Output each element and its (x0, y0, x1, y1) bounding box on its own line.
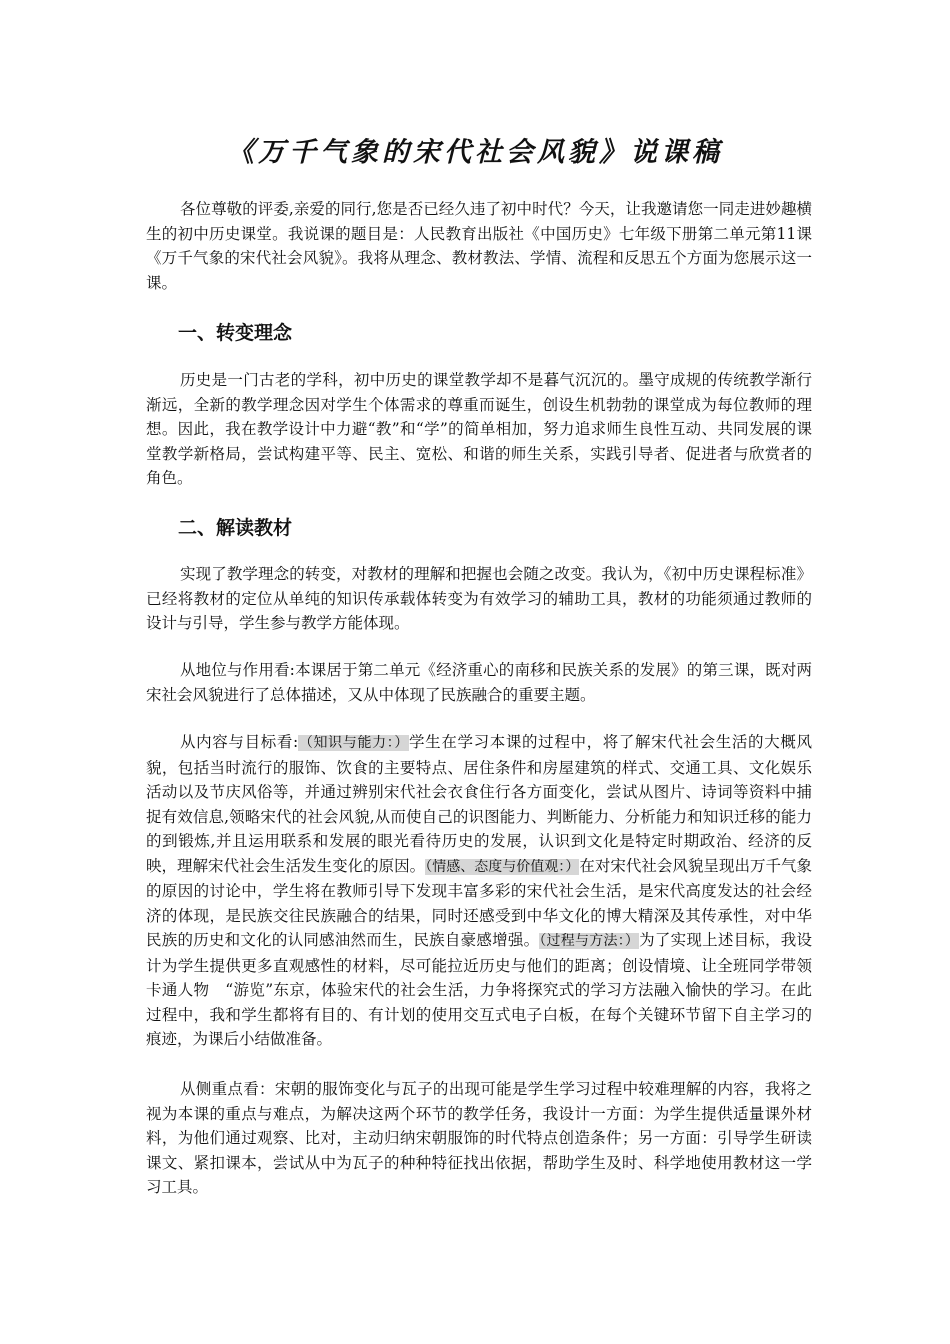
section-heading-2: 二、解读教材 (178, 517, 293, 539)
paragraph-text: 为了实现上述目标，我设计为学生提供更多直观感性的材料，尽可能拉近历史与他们的距离；创设情境、让全班同学带领卡通人物 “游览”东京，体验宋代的社会生活，力争将探究式的学习方法融入愉快的学习。在此过程中，我和学生都将有目的、有计划的使用交互式电子白板，在每个关键环节留下自主学习的痕迹，为课后小结做准备。 (146, 931, 812, 1048)
paragraph-text: 学生在学习本课的过程中，将了解宋代社会生活的大概风貌，包括当时流行的服饰、饮食的主要特点、居住条件和房屋建筑的样式、交通工具、文化娱乐活动以及节庆风俗等，并通过辨别宋代社会衣食住行各方面变化，尝试从图片、诗词等资料中捕捉有效信息,领略宋代的社会风貌,从而使自己的识图能力、判断能力、分析能力和知识迁移的能力的到锻炼,并且运用联系和发展的眼光看待历史的发展，认识到文化是特定时期政治、经济的反映，理解宋代社会生活发生变化的原因。 (146, 733, 812, 875)
section2-paragraph-4: 从侧重点看：宋朝的服饰变化与瓦子的出现可能是学生学习过程中较难理解的内容，我将之视为本课的重点与难点，为解决这两个环节的教学任务，我设计一方面：为学生提供适量课外材料，为他们通过观察、比对，主动归纳宋朝服饰的时代特点创造条件；另一方面：引导学生研读课文、紧扣课本，尝试从中为瓦子的种种特征找出依据，帮助学生及时、科学地使用教材这一学习工具。 (146, 1080, 812, 1196)
section2-paragraph-1: 实现了教学理念的转变，对教材的理解和把握也会随之改变。我认为，《初中历史课程标准》已经将教材的定位从单纯的知识传承载体转变为有效学习的辅助工具，教材的功能须通过教师的设计与引导，学生参与教学方能体现。 (146, 565, 812, 632)
highlight-tag-emotion: （情感、态度与价值观：） (425, 858, 580, 875)
section-heading-1: 一、转变理念 (178, 322, 293, 344)
paragraph-text: 在对宋代社会风貌呈现出万千气象的原因的讨论中，学生将在教师引导下发现丰富多彩的宋代社会生活，是宋代高度发达的社会经济的体现，是民族交往民族融合的结果，同时还感受到中华文化的博大精深及其传承性，对中华民族的历史和文化的认同感油然而生，民族自豪感增强。 (146, 856, 812, 949)
highlight-tag-knowledge: （知识与能力：） (298, 735, 410, 751)
intro-paragraph: 各位尊敬的评委,亲爱的同行,您是否已经久违了初中时代？今天，让我邀请您一同走进妙趣横生的初中历史课堂。我说课的题目是：人民教育出版社《中国历史》七年级下册第二单元第11课《万千气象的宋代社会风貌》。我将从理念、教材教法、学情、流程和反思五个方面为您展示这一课。 (146, 200, 812, 292)
highlight-tag-process: （过程与方法：） (539, 933, 640, 949)
section2-paragraph-3 (146, 730, 812, 1052)
document-title: 《万千气象的宋代社会风貌》说课稿 (227, 137, 723, 168)
paragraph-lead: 从内容与目标看: (180, 733, 299, 751)
section2-paragraph-2: 从地位与作用看:本课居于第二单元《经济重心的南移和民族关系的发展》的第三课，既对两宋社会风貌进行了总体描述，又从中体现了民族融合的重要主题。 (146, 661, 812, 704)
section1-paragraph: 历史是一门古老的学科，初中历史的课堂教学却不是暮气沉沉的。墨守成规的传统教学渐行渐远，全新的教学理念因对学生个体需求的尊重而诞生，创设生机勃勃的课堂成为每位教师的理想。因此，我在教学设计中力避“教”和“学”的简单相加，努力追求师生良性互动、共同发展的课堂教学新格局，尝试构建平等、民主、宽松、和谐的师生关系，实践引导者、促进者与欣赏者的角色。 (146, 371, 812, 487)
